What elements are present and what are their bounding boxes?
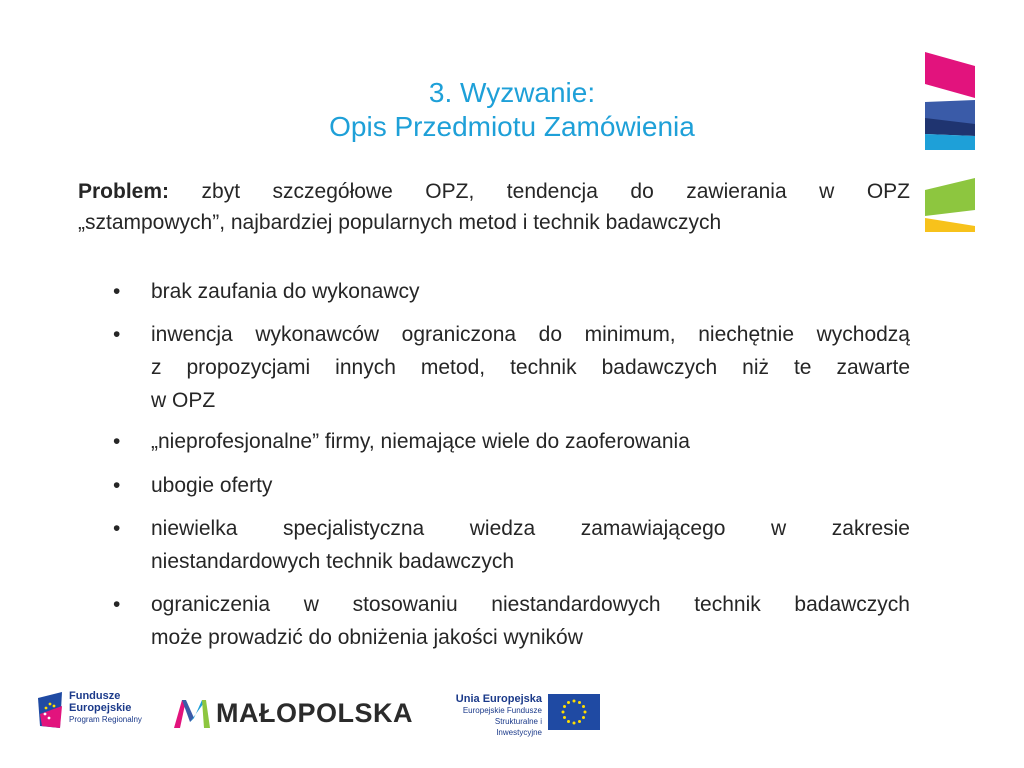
- fundusze-europejskie-logo: [36, 688, 146, 732]
- bullet-line: w OPZ: [151, 389, 216, 412]
- stripe-yellow: [925, 218, 975, 232]
- bullet-text: [151, 469, 910, 502]
- bullet-line: inwencja wykonawców ograniczona do minimum, niechętnie wychodzą: [151, 323, 910, 346]
- stripe-cyan: [925, 134, 975, 150]
- bullet-text: [151, 275, 910, 308]
- bullet-symbol: •: [113, 323, 121, 346]
- stripe-green: [925, 178, 975, 216]
- bullet-text: [151, 588, 910, 654]
- problem-lead: Problem:: [78, 180, 170, 203]
- bullet-symbol: •: [113, 280, 121, 303]
- slide-title: [200, 76, 824, 144]
- ue-line-2: Europejskie Fundusze: [462, 706, 542, 715]
- problem-statement: [78, 176, 910, 238]
- fe-text: [69, 690, 142, 726]
- fe-line-2: Europejskie: [69, 702, 132, 714]
- fe-flag-icon: [36, 688, 66, 732]
- bullet-symbol: •: [113, 474, 121, 497]
- malopolska-mark-icon: [172, 696, 212, 730]
- bullet-text: [151, 318, 910, 417]
- bullet-text: [151, 512, 910, 578]
- malopolska-logo: [172, 696, 422, 732]
- fe-line-1: Fundusze: [69, 690, 121, 702]
- ue-line-1: Unia Europejska: [455, 693, 542, 705]
- eu-flag-icon: [548, 694, 600, 730]
- ue-text: [448, 694, 542, 738]
- bullet-line: niestandardowych technik badawczych: [151, 550, 515, 573]
- bullet-line: brak zaufania do wykonawcy: [151, 280, 420, 303]
- bullet-line: ubogie oferty: [151, 474, 273, 497]
- footer-logos: [0, 680, 1024, 740]
- title-line-2: Opis Przedmiotu Zamówienia: [329, 111, 695, 142]
- problem-line-1-text: zbyt szczegółowe OPZ, tendencja do zawierania w OPZ: [201, 180, 910, 203]
- bullet-symbol: •: [113, 517, 121, 540]
- stripe-magenta: [925, 52, 975, 98]
- ue-line-3: Strukturalne i Inwestycyjne: [494, 717, 542, 737]
- problem-line-1: [78, 176, 910, 207]
- decorative-stripes: [925, 50, 975, 235]
- malopolska-wordmark: MAŁOPOLSKA: [216, 698, 413, 728]
- bullet-line: z propozycjami innych metod, technik badawczych niż te zawarte: [151, 356, 910, 379]
- bullet-line: ograniczenia w stosowaniu niestandardowych technik badawczych: [151, 593, 910, 616]
- bullet-line: „nieprofesjonalne” firmy, niemające wiele do zaoferowania: [151, 430, 690, 453]
- unia-europejska-logo: [448, 692, 608, 737]
- problem-line-2: „sztampowych”, najbardziej popularnych metod i technik badawczych: [78, 211, 722, 234]
- bullet-symbol: •: [113, 430, 121, 453]
- bullet-symbol: •: [113, 593, 121, 616]
- bullet-line: może prowadzić do obniżenia jakości wyników: [151, 626, 583, 649]
- fe-line-3: Program Regionalny: [69, 715, 142, 724]
- bullet-text: [151, 425, 910, 458]
- bullet-line: niewielka specjalistyczna wiedza zamawiającego w zakresie: [151, 517, 910, 540]
- title-line-1: 3. Wyzwanie:: [428, 77, 596, 108]
